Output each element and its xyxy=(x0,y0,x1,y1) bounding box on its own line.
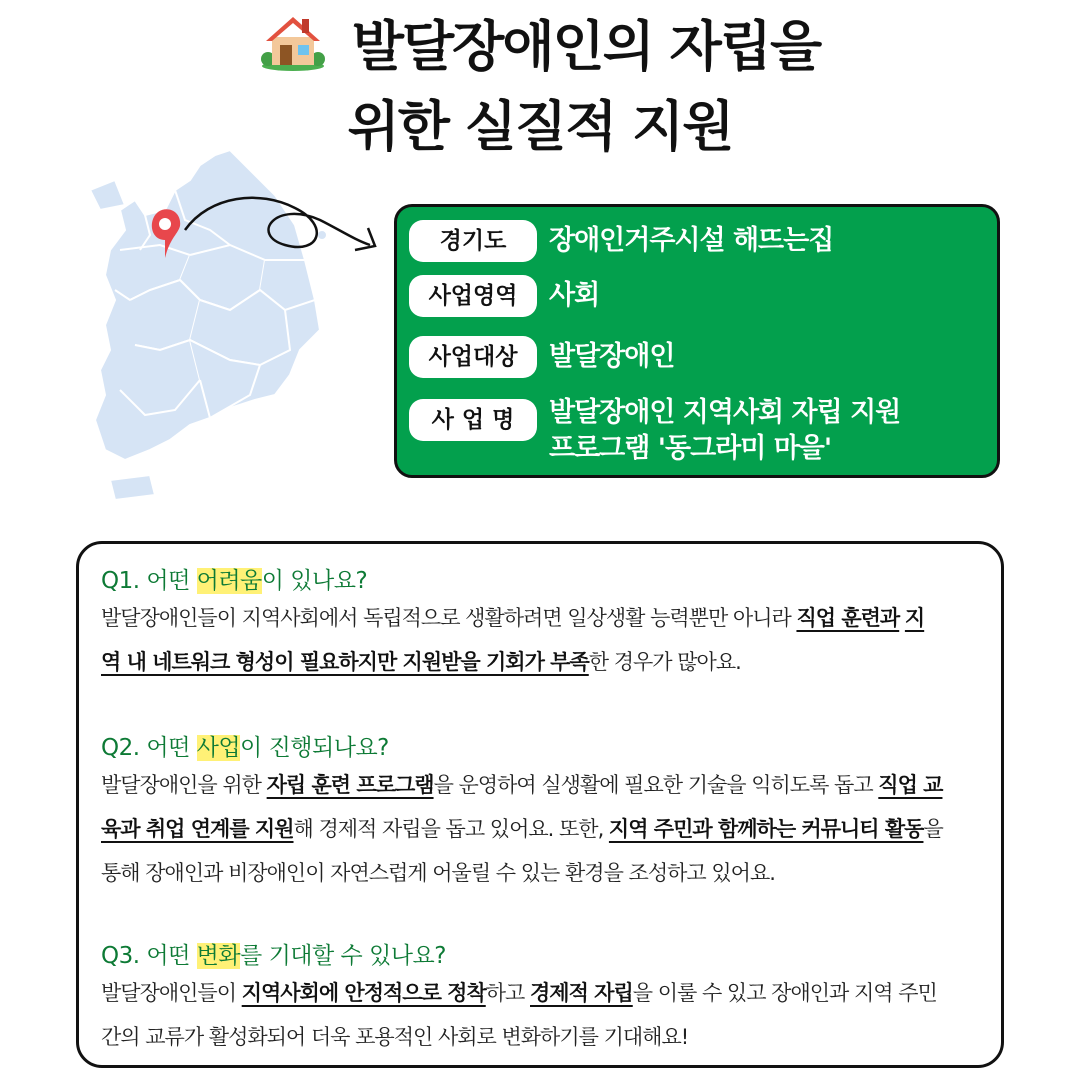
a3-bold: 지역사회에 안정적으로 정착 xyxy=(241,981,486,1005)
target-tag: 사업대상 xyxy=(409,336,537,378)
answer-3-line-1 xyxy=(101,971,991,1015)
a1-bold: 직업 훈련과 xyxy=(796,606,900,630)
a3-text: 하고 xyxy=(485,981,530,1005)
a2-bold: 육과 취업 연계를 지원 xyxy=(101,817,294,841)
q1-suffix: 이 있나요? xyxy=(261,568,368,594)
a2-bold: 직업 교 xyxy=(878,773,943,797)
a2-bold: 지역 주민과 함께하는 커뮤니티 활동 xyxy=(608,817,924,841)
question-3 xyxy=(101,937,446,970)
a2-text: 을 운영하여 실생활에 필요한 기술을 익히도록 돕고 xyxy=(433,773,879,797)
a2-text: 발달장애인을 위한 xyxy=(101,773,267,797)
answer-3 xyxy=(101,971,991,1059)
answer-1-line-1 xyxy=(101,596,991,640)
q2-suffix: 이 진행되나요? xyxy=(240,735,389,761)
target-value: 발달장애인 xyxy=(549,341,675,372)
q1-highlight: 어려움 xyxy=(196,568,262,594)
project-name-tag: 사 업 명 xyxy=(409,399,537,441)
a1-bold: 지 xyxy=(904,606,925,630)
a3-text: 발달장애인들이 xyxy=(101,981,242,1005)
a2-text: 을 xyxy=(923,817,943,841)
a1-bold: 역 내 네트워크 형성이 필요하지만 지원받을 기회가 부족 xyxy=(101,650,589,674)
qa-box xyxy=(76,541,1004,1068)
answer-2-line-2 xyxy=(101,807,991,851)
region-value: 장애인거주시설 해뜨는집 xyxy=(549,225,834,256)
a2-bold: 자립 훈련 프로그램 xyxy=(266,773,434,797)
a1-text: 발달장애인들이 지역사회에서 독립적으로 생활하려면 일상생활 능력뿐만 아니라 xyxy=(101,606,797,630)
a1-text: 한 경우가 많아요. xyxy=(588,650,741,674)
curved-arrow-icon xyxy=(180,190,390,270)
q3-suffix: 를 기대할 수 있나요? xyxy=(240,943,446,969)
house-icon xyxy=(260,11,326,71)
project-name-value-1: 발달장애인 지역사회 자립 지원 xyxy=(549,397,901,428)
title-line-2: 위한 실질적 지원 xyxy=(347,95,733,158)
answer-2-line-3: 통해 장애인과 비장애인이 자연스럽게 어울릴 수 있는 환경을 조성하고 있어요. xyxy=(101,861,775,885)
q2-prefix: Q2. 어떤 xyxy=(101,735,197,761)
area-tag: 사업영역 xyxy=(409,275,537,317)
a2-text: 해 경제적 자립을 돕고 있어요. 또한, xyxy=(293,817,609,841)
answer-1-line-2 xyxy=(101,640,991,684)
region-tag: 경기도 xyxy=(409,220,537,262)
answer-2 xyxy=(101,763,991,895)
project-name-value-2: 프로그램 '동그라미 마을' xyxy=(549,433,832,464)
answer-3-line-2: 간의 교류가 활성화되어 더욱 포용적인 사회로 변화하기를 기대해요! xyxy=(101,1025,689,1049)
a3-text: 을 이룰 수 있고 장애인과 지역 주민 xyxy=(632,981,937,1005)
project-info-box xyxy=(394,204,1000,478)
q1-prefix: Q1. 어떤 xyxy=(101,568,197,594)
title-line-1 xyxy=(0,2,1080,92)
q3-highlight: 변화 xyxy=(196,943,241,969)
title-text-1: 발달장애인의 자립을 xyxy=(351,15,821,78)
area-value: 사회 xyxy=(549,280,600,311)
q3-prefix: Q3. 어떤 xyxy=(101,943,197,969)
answer-1 xyxy=(101,596,991,684)
q2-highlight: 사업 xyxy=(196,735,241,761)
a3-bold: 경제적 자립 xyxy=(530,981,633,1005)
question-1 xyxy=(101,562,367,595)
question-2 xyxy=(101,729,389,762)
answer-2-line-1 xyxy=(101,763,991,807)
